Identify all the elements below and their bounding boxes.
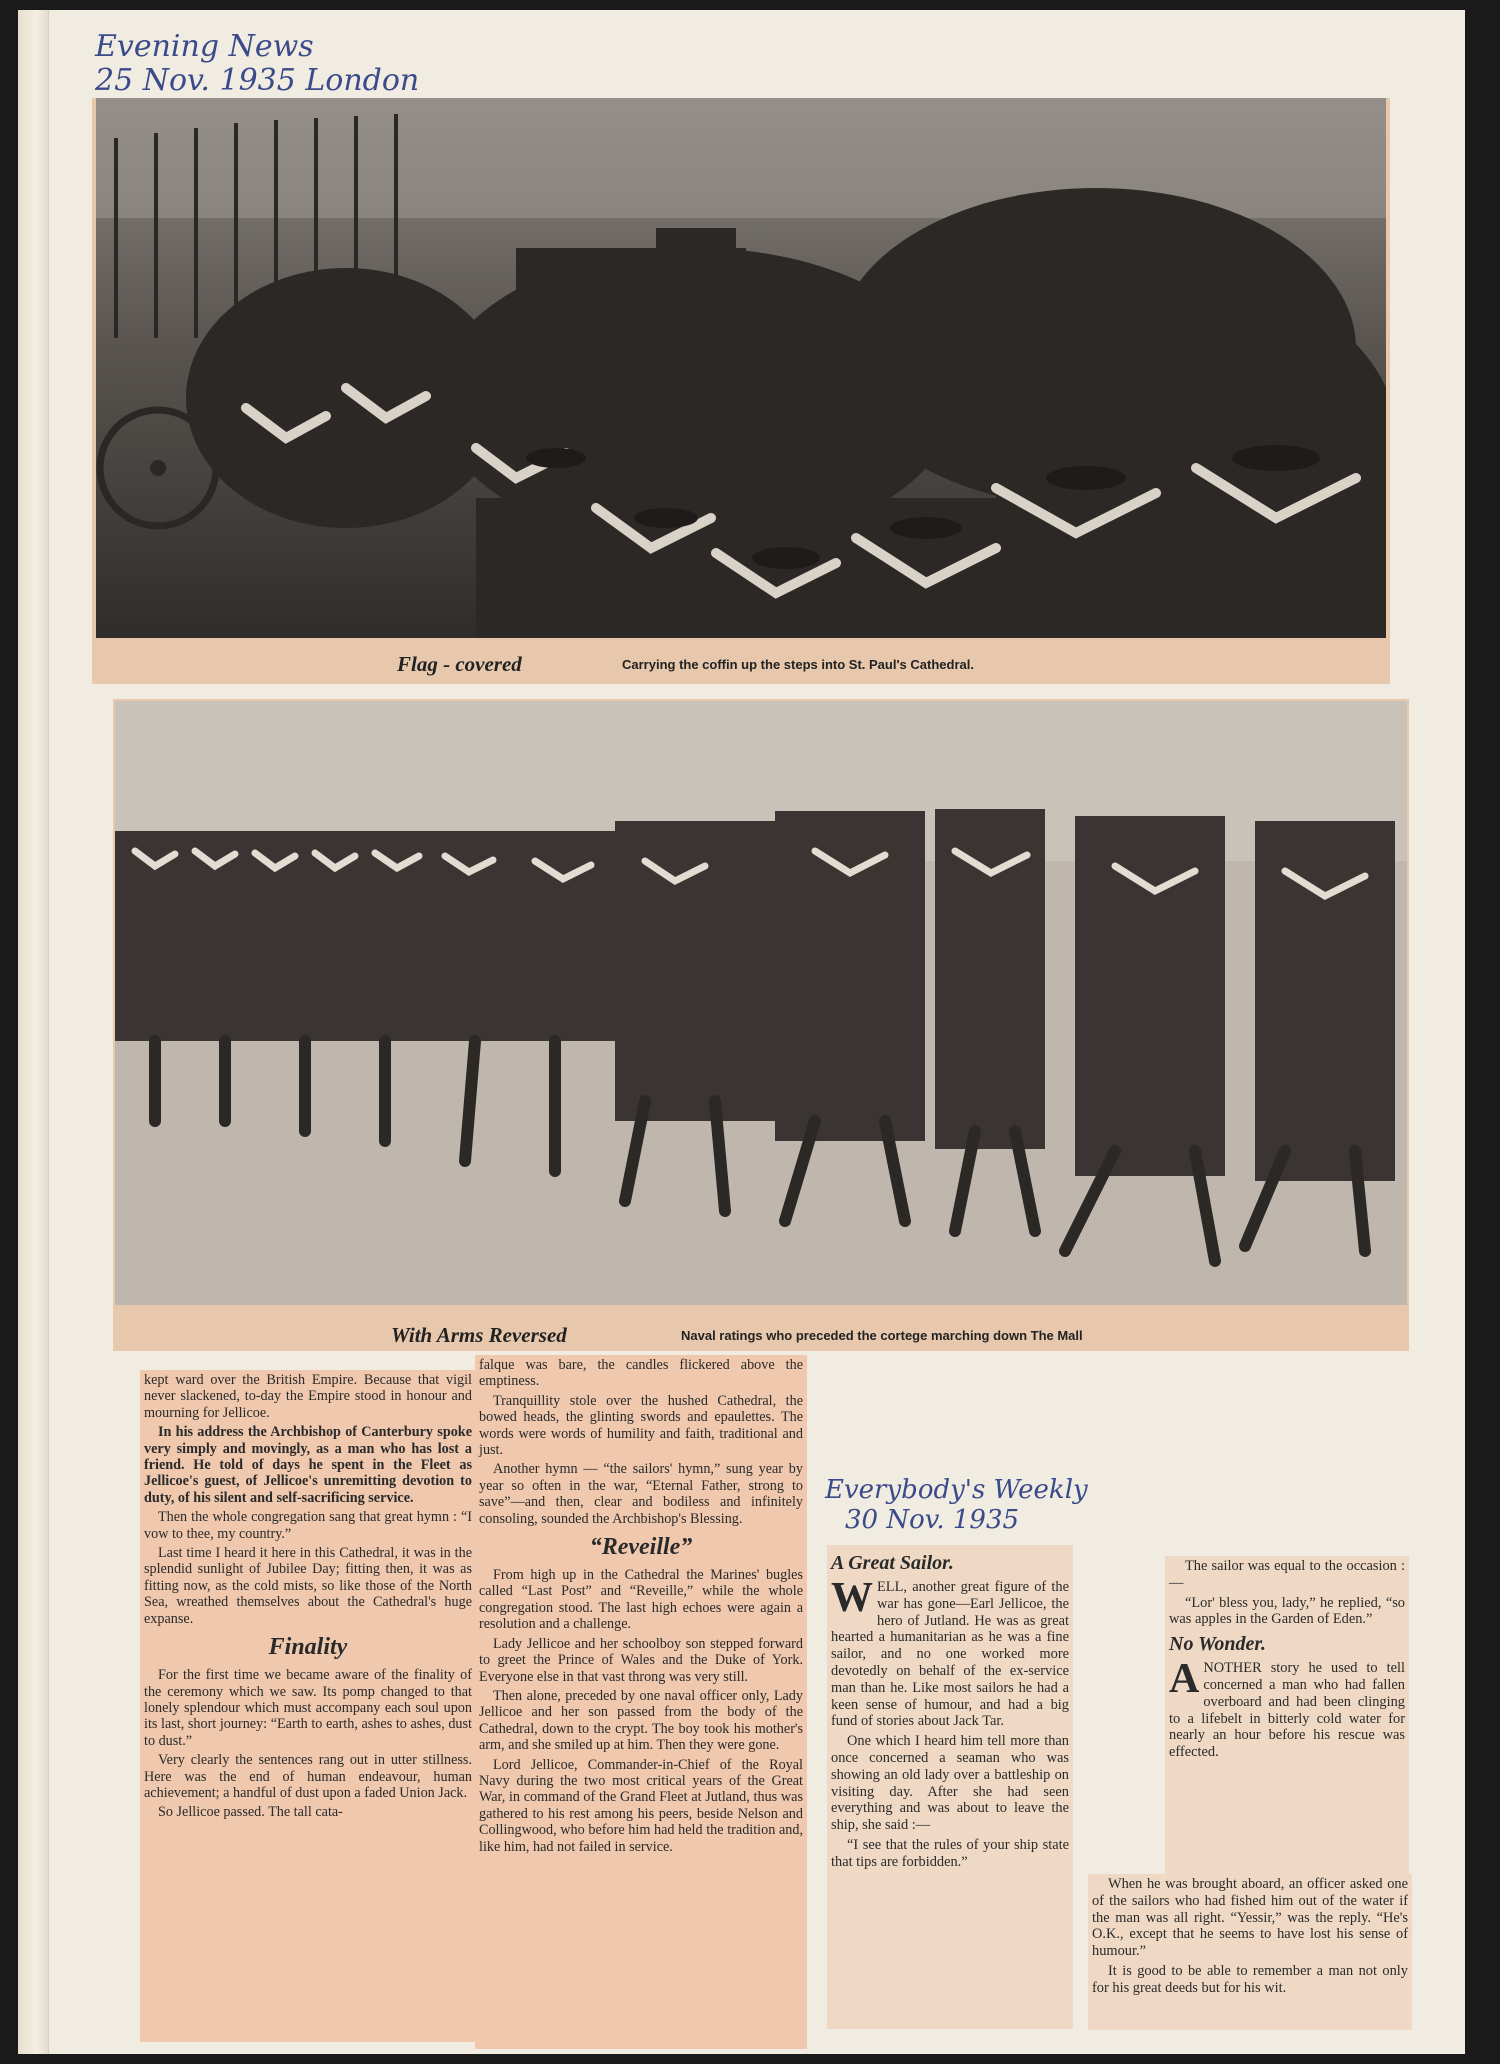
article1-para: Then the whole congregation sang that great hymn : “I vow to thee, my country.” <box>144 1509 472 1542</box>
page-binding <box>18 10 49 2054</box>
article1-para: falque was bare, the candles flickered above the emptiness. <box>479 1357 803 1390</box>
article1-para: kept ward over the British Empire. Because that vigil never slackened, to-day the Empire stood in honour and mourning for Jellicoe. <box>144 1372 472 1421</box>
article1-para: From high up in the Cathedral the Marines' bugles called “Last Post” and “Reveille,” while the whole congregation stood. The last high echoes were again a resolution and a challenge. <box>479 1567 803 1633</box>
article1-para: Tranquillity stole over the hushed Cathedral, the bowed heads, the glinting swords and epaulettes. The words were words of humility and faith, traditional and just. <box>479 1392 803 1459</box>
article3-para: The sailor was equal to the occasion :— <box>1169 1558 1405 1591</box>
article3-para: “Lor' bless you, lady,” he replied, “so was apples in the Garden of Eden.” <box>1169 1594 1405 1628</box>
article1-para: Last time I heard it here in this Cathedral, it was in the splendid sunlight of Jubilee Day; fitting then, it was as fitting now, as the cold mists, so like those of the North Sea, wreathed themselves about the Cathedral's huge expanse. <box>144 1545 472 1627</box>
handwritten-source-note-2 <box>825 1475 1088 1535</box>
article3-para: ANOTHER story he used to tell concerned a man who had fallen overboard and had been clinging to a lifebelt in bitterly cold water for nearly an hour before his rescue was effected. <box>1169 1656 1405 1761</box>
article2-para: WELL, another great figure of the war has gone—Earl Jellicoe, the hero of Jutland. He was as great hearted a humanitarian as he was a fine sailor, and no one worked more devotedly on behalf of the ex-service man than he. Like most sailors he had a keen sense of humour, and had a big fund of stories about Jack Tar. <box>831 1575 1069 1730</box>
photo2-caption-title: With Arms Reversed <box>391 1323 567 1347</box>
article3-heading: No Wonder. <box>1169 1633 1267 1656</box>
photo1-caption-title: Flag - covered <box>397 652 522 676</box>
article3-clipping <box>1165 1556 1409 1878</box>
photo-image-2 <box>115 701 1407 1305</box>
article1-column1 <box>140 1370 476 2042</box>
article1-heading-finality: Finality <box>268 1634 348 1661</box>
article2-clipping <box>827 1545 1073 2029</box>
article1-column2 <box>475 1355 807 2049</box>
photo2-caption-text: Naval ratings who preceded the cortege marching down The Mall <box>681 1328 1083 1343</box>
article1-para: For the first time we became aware of the finality of the ceremony which we saw. Its pomp changed to that lonely splendour which must accompany each soul upon its last, short journey: “Earth to earth, ashes to ashes, dust to dust.” <box>144 1667 472 1749</box>
article1-heading-reveille: “Reveille” <box>589 1534 693 1561</box>
article1-para: Very clearly the sentences rang out in utter stillness. Here was the end of human endeavour, human achievement; a handful of dust upon a faded Union Jack. <box>144 1752 472 1801</box>
source-date-top: 25 Nov. 1935 London <box>95 63 420 98</box>
article3-para: It is good to be able to remember a man not only for his great deeds but for his wit. <box>1092 1962 1408 1996</box>
article2-para: “I see that the rules of your ship state that tips are forbidden.” <box>831 1836 1069 1870</box>
article2-heading: A Great Sailor. <box>831 1552 954 1574</box>
source-name-top: Evening News <box>95 29 314 64</box>
article1-para: Then alone, preceded by one naval officer only, Lady Jellicoe and her son passed from the body of the Cathedral, down to the crypt. The boy took his mother's arm, and she smiled up at him. Then they were gone. <box>479 1687 803 1754</box>
article1-para: So Jellicoe passed. The tall cata- <box>158 1804 343 1821</box>
source-name-bottom: Everybody's Weekly <box>825 1475 1088 1505</box>
article1-para: Lord Jellicoe, Commander-in-Chief of the Royal Navy during the two most critical years of the Great War, in command of the Grand Fleet at Jutland, thus was gathered to his rest among his peers, beside Nelson and Collingwood, who before him had held the tradition and, like him, had not failed in service. <box>479 1756 803 1855</box>
article1-para: Lady Jellicoe and her schoolboy son stepped forward to greet the Prince of Wales and the Duke of York. Everyone else in that vast throng was very still. <box>479 1635 803 1685</box>
photo-image <box>96 98 1386 638</box>
article3-clipping-continued <box>1088 1874 1412 2030</box>
article1-para: In his address the Archbishop of Canterbury spoke very simply and movingly, as a man who has lost a friend. He told of days he spent in the Fleet as Jellicoe's guest, of Jellicoe's unremitting devotion to duty, of his silent and self-sacrificing service. <box>144 1424 472 1506</box>
photo1-caption-text: Carrying the coffin up the steps into St. Paul's Cathedral. <box>622 657 974 672</box>
article3-para: When he was brought aboard, an officer asked one of the sailors who had fished him out of the water if the man was all right. “Yessir,” was the reply. “He's O.K., except that he seems to have lost his sense of humour.” <box>1092 1876 1408 1960</box>
photo-clipping-2 <box>113 699 1409 1351</box>
funeral-photo-flag-covered <box>96 98 1386 638</box>
article2-dropcap: W <box>831 1575 873 1621</box>
article2-para: One which I heard him tell more than once concerned a seaman who was showing an old lady over a battleship on visiting day. After she had seen everything and was about to leave the ship, she said :— <box>831 1733 1069 1834</box>
article3-dropcap: A <box>1169 1656 1200 1703</box>
handwritten-source-note <box>95 30 419 98</box>
article1-para: Another hymn — “the sailors' hymn,” sung year by year so often in the war, “Eternal Father, strong to save”—and then, clear and bodiless and infinitely consoling, sounded the Archbishop's Blessing. <box>479 1461 803 1527</box>
photo-clipping-1 <box>92 98 1390 684</box>
funeral-photo-arms-reversed <box>115 701 1407 1305</box>
source-date-bottom: 30 Nov. 1935 <box>845 1505 1020 1535</box>
